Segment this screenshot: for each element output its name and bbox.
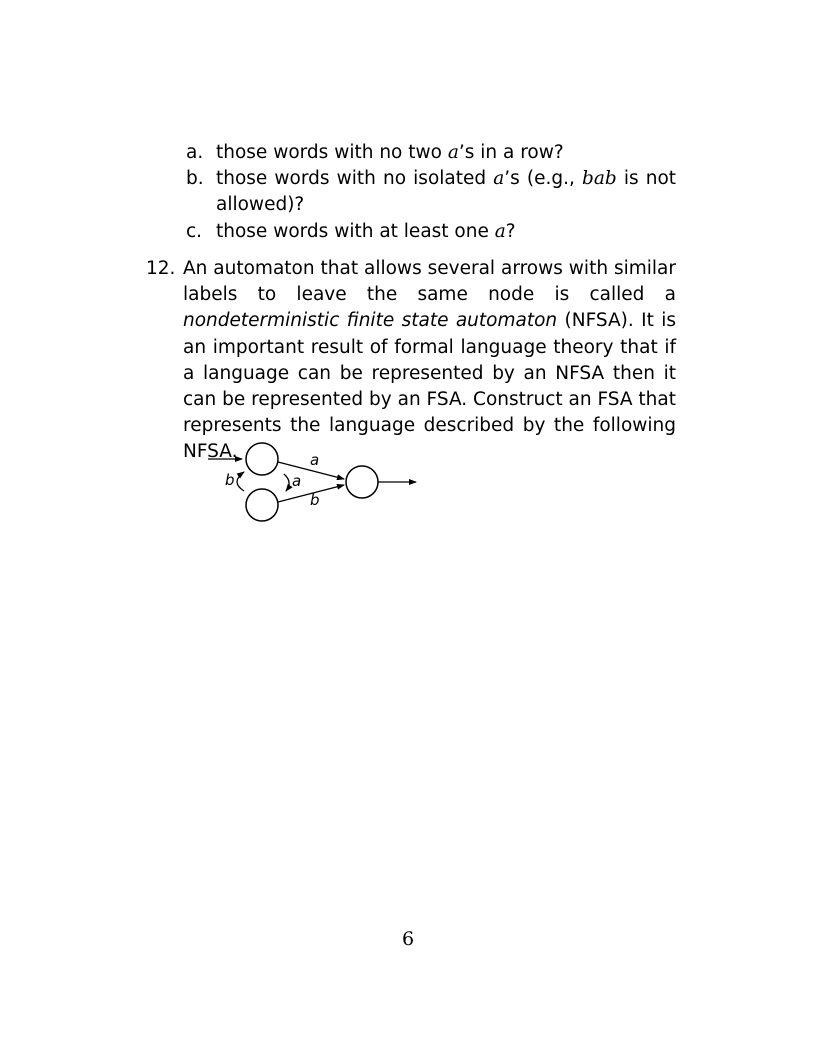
- list-item-b-text: [216, 166, 676, 218]
- problem-12-text: [183, 256, 676, 466]
- list-item-a: [186, 140, 676, 166]
- list-item-c: [186, 219, 676, 245]
- edge-bottom-to-top: [237, 472, 244, 491]
- nfsa-diagram: [200, 438, 430, 538]
- list-marker-b: b.: [186, 168, 204, 189]
- state-top: [246, 443, 278, 475]
- edge-label-bottom-to-accept: b: [310, 491, 320, 509]
- list-item-b-text-mid: ’s (e.g.,: [504, 168, 582, 189]
- list-item-b-text-after: is not allowed)?: [216, 168, 677, 215]
- variable-a: a: [493, 168, 505, 189]
- edge-label-bottom-to-top: b: [225, 471, 235, 489]
- list-item-a-text: [216, 140, 676, 166]
- list-item-c-text-before: those words with at least one: [216, 221, 495, 242]
- nfsa-diagram-svg: [200, 438, 430, 538]
- problem-12: [146, 256, 676, 466]
- problem-12-text-after: (NFSA). It is an important result of formal language theory that if a language can be represented by an NFSA then it can be represented by an FSA. Construct an FSA that represents the language described by the following NFSA.: [183, 310, 676, 463]
- list-item-b: [186, 166, 676, 218]
- problem-12-text-before: An automaton that allows several arrows with similar labels to leave the same node is called a: [183, 258, 676, 306]
- list-item-a-text-before: those words with no two: [216, 142, 448, 163]
- page-number: 6: [401, 928, 415, 950]
- example-word: bab: [582, 168, 617, 189]
- edge-top-to-bottom: [284, 474, 289, 491]
- list-item-a-text-after: ’s in a row?: [458, 142, 564, 163]
- list-item-c-text-after: ?: [505, 221, 516, 242]
- defined-term: nondeterministic finite state automaton: [183, 310, 558, 332]
- variable-a: a: [447, 142, 459, 163]
- problem-number: 12.: [146, 258, 176, 279]
- list-item-b-text-before: those words with no isolated: [216, 168, 494, 189]
- list-marker-c: c.: [186, 221, 203, 242]
- state-accept: [346, 466, 378, 498]
- edge-label-top-to-accept: a: [310, 451, 320, 469]
- edge-label-top-to-bottom: a: [292, 472, 302, 490]
- list-item-c-text: [216, 219, 676, 245]
- state-bottom: [246, 489, 278, 521]
- variable-a: a: [494, 221, 506, 242]
- list-marker-a: a.: [186, 142, 204, 163]
